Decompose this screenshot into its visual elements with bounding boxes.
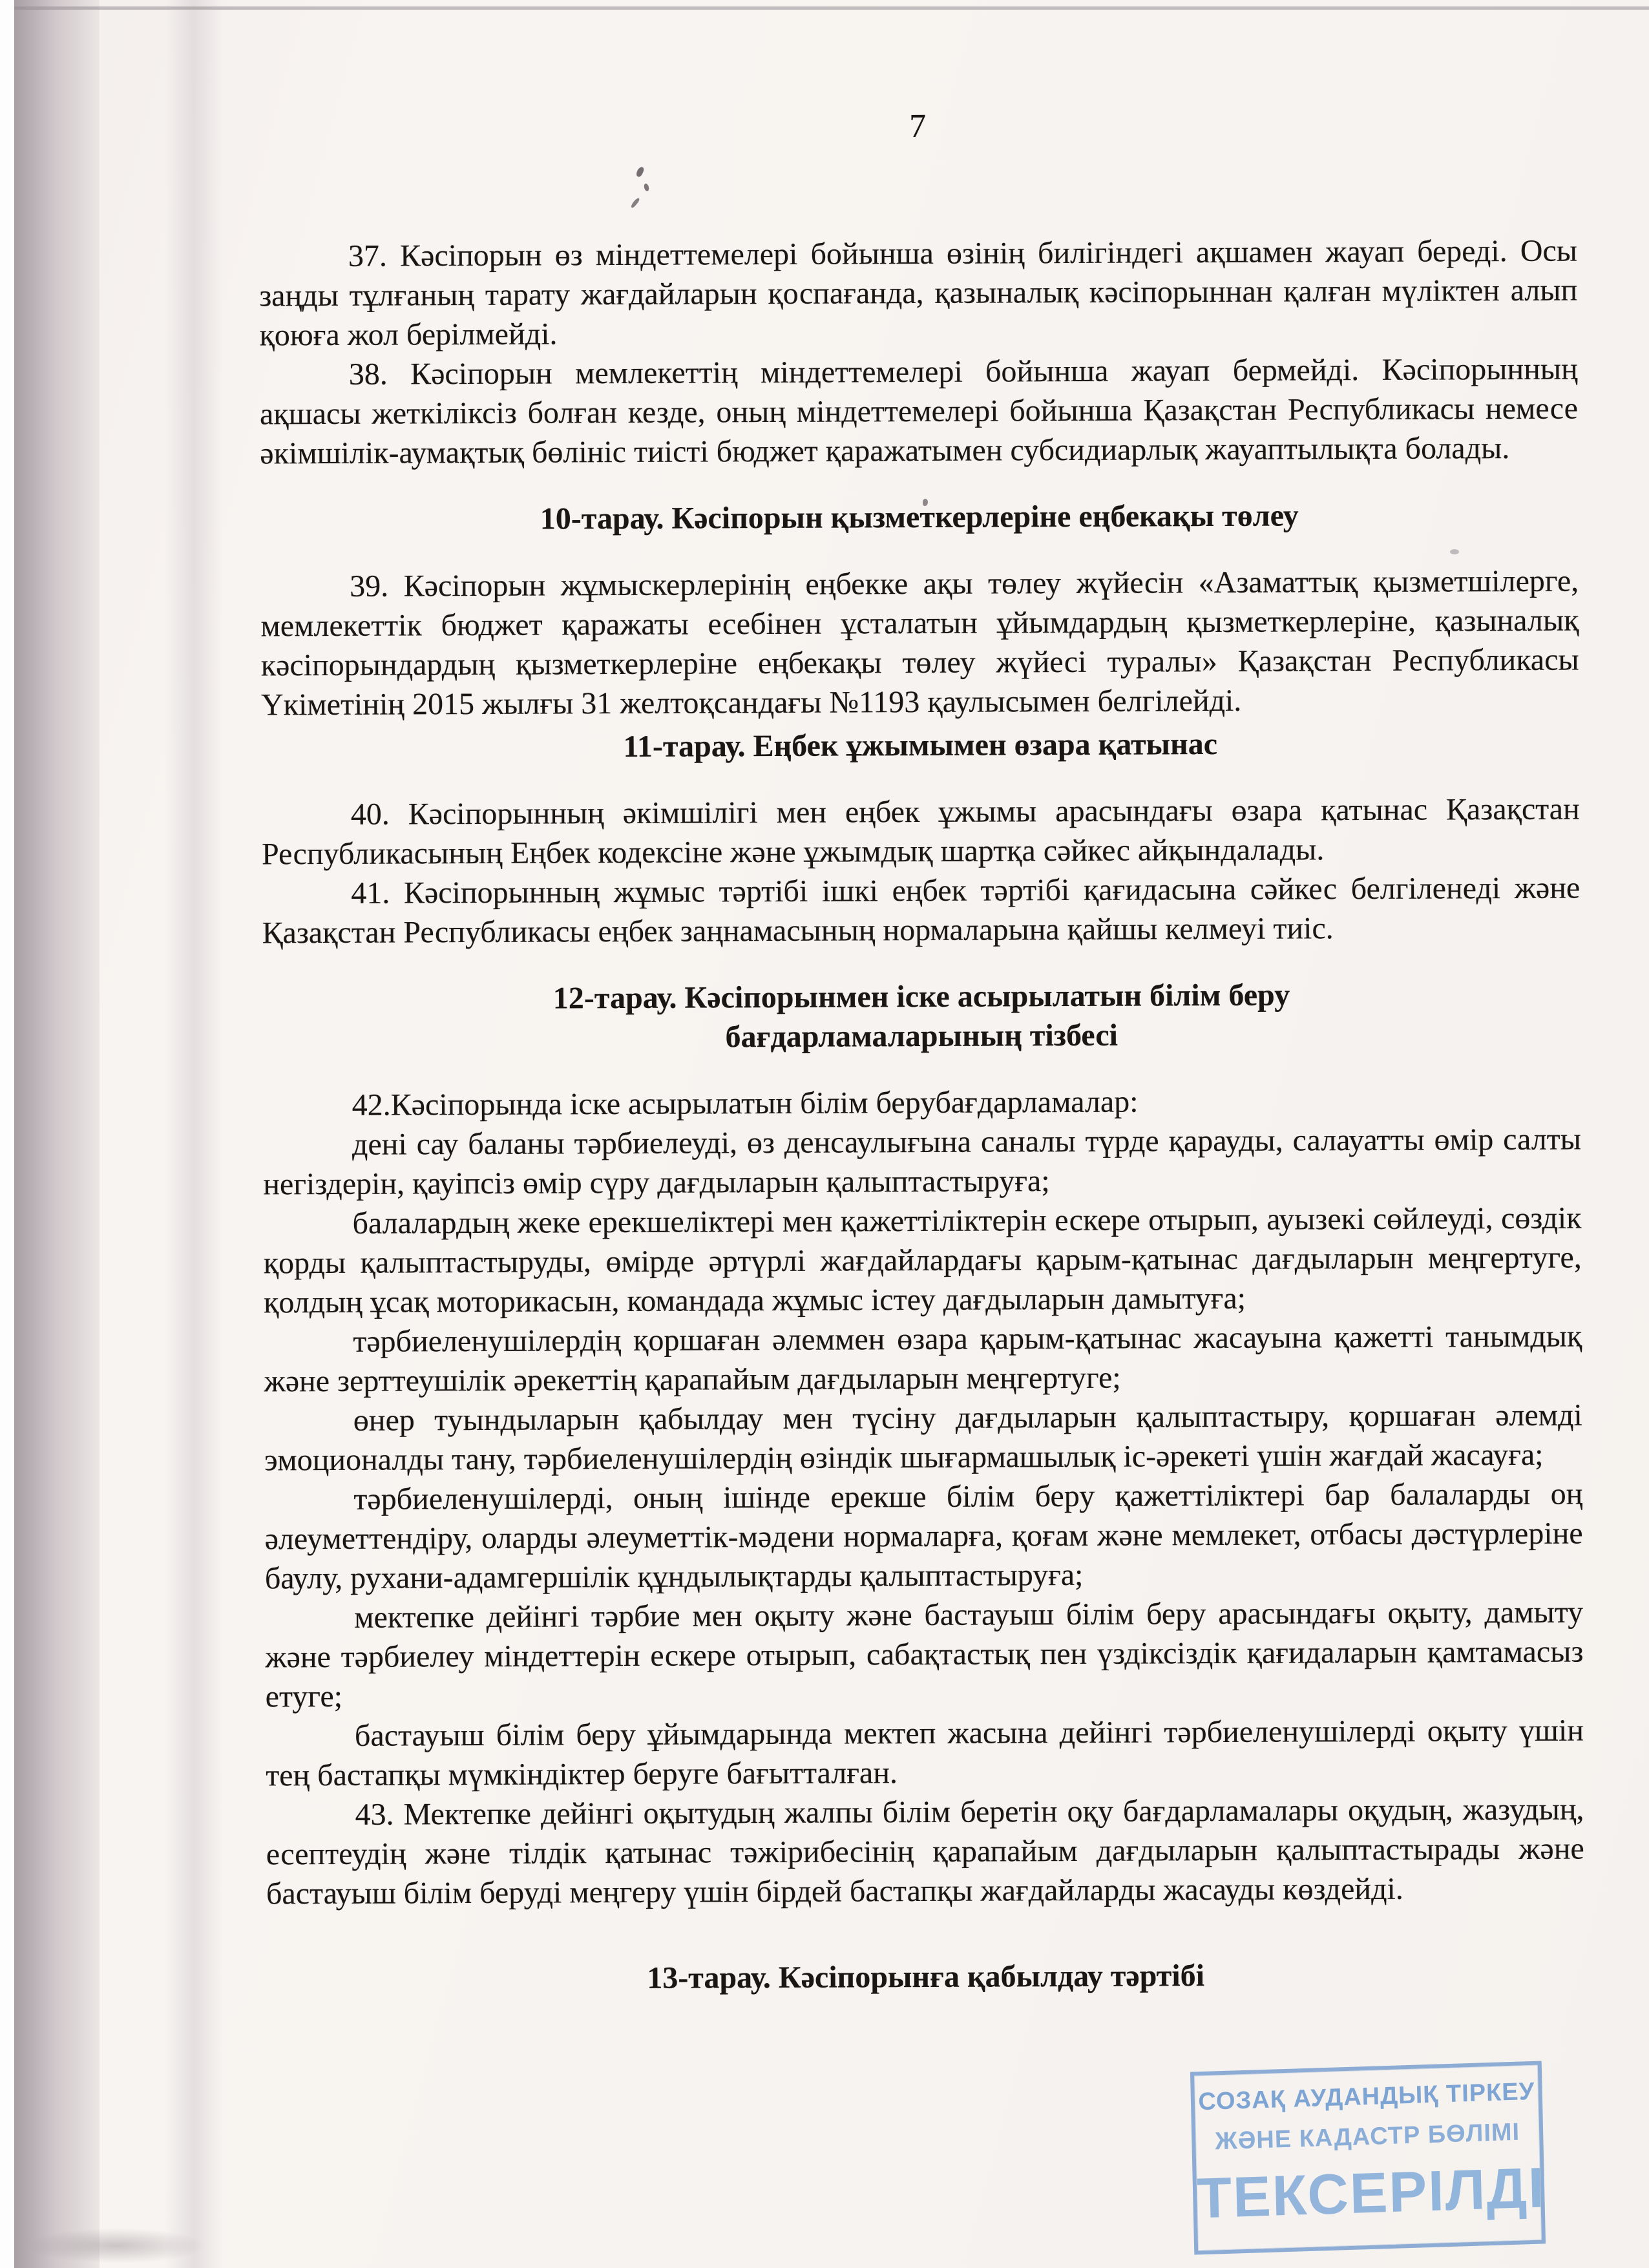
paragraph-42-item-3: тәрбиеленушілердің қоршаған әлеммен өзара қарым-қатынас жасауына қажетті танымдық және зерттеушілік әрекеттің қарапайым дағдыларын меңгертуге; — [264, 1319, 1582, 1399]
chapter-13-heading: 13-тарау. Кәсіпорынға қабылдау тәртібі — [647, 1958, 1205, 1995]
paragraph-43: 43. Мектепке дейінгі оқытудың жалпы білім беретін оқу бағдарламалары оқудың, жазудың, есептеудің және тілдік қатынас тәжірибесінің қарапайым дағдыларын қалыптастырады және бастауыш білім беруді меңгеру үшін бірдей бастапқы жағдайларды жасауды көздейді. — [266, 1792, 1584, 1911]
registration-stamp — [1190, 2061, 1546, 2254]
paragraph-42-item-7: бастауыш білім беру ұйымдарында мектеп жасына дейінгі тәрбиеленушілерді оқыту үшін тең бастапқы мүмкіндіктер беруге бағытталған. — [266, 1713, 1584, 1793]
paragraph-42-item-2: балалардың жеке ерекшеліктері мен қажеттіліктерін ескере отырып, ауызекі сөйлеуді, сөздік қорды қалыптастыруды, өмірде әртүрлі жағдайлардағы қарым-қатынас дағдыларын меңгертуге, қолдың ұсақ моторикасын, командада жұмыс істеу дағдыларын дамытуға; — [263, 1201, 1582, 1320]
scan-edge-shadow — [14, 0, 54, 2268]
chapter-12-heading-line1: 12-тарау. Кәсіпорынмен іске асырылатын білім беру — [552, 978, 1290, 1016]
scan-edge-fade — [54, 0, 100, 2268]
stamp-office-name-line2: ЖӘНЕ КАДАСТР БӨЛІМІ — [1214, 2118, 1520, 2156]
paragraph-42-item-1: дені сау баланы тәрбиелеуді, өз денсаулығына саналы түрде қарауды, салауатты өмір салты негіздерін, қауіпсіз өмір сүру дағдыларын қалыптастыруға; — [263, 1122, 1582, 1202]
paragraph-37: 37. Кәсіпорын өз міндеттемелері бойынша өзінің билігіндегі ақшамен жауап береді. Осы заңды тұлғаның тарату жағдайларын қоспағанда, қазыналық кәсіпорыннан қалған мүліктен алып қоюға жол берілмейді. — [259, 233, 1578, 353]
paragraph-42-intro: 42.Кәсіпорында іске асырылатын білім берубағдарламалар: — [352, 1084, 1139, 1122]
scan-top-edge-line — [14, 6, 1649, 10]
paragraph-42-item-4: өнер туындыларын қабылдау мен түсіну дағдыларын қалыптастыру, қоршаған әлемді эмоционалды тану, тәрбиеленушілердің өзіндік шығармашылық іс-әрекеті үшін жағдай жасауға; — [264, 1398, 1582, 1478]
scan-fold-shadow — [165, 0, 223, 2268]
stamp-office-name-line1: СОЗАҚ АУДАНДЫҚ ТІРКЕУ — [1197, 2077, 1535, 2116]
chapter-12-heading-line2: бағдарламаларының тізбесі — [725, 1018, 1119, 1055]
paragraph-40: 40. Кәсіпорынның әкімшілігі мен еңбек ұжымы арасындағы өзара қатынас Қазақстан Республикасының Еңбек кодексіне және ұжымдық шартқа сәйкес айқындалады. — [261, 792, 1580, 872]
scan-corner-smudge — [26, 2228, 207, 2263]
page-number: 7 — [909, 107, 927, 145]
stamp-verified-text: ТЕКСЕРІЛДІ — [1196, 2155, 1546, 2231]
scan-edge-white-strip — [0, 0, 14, 2268]
chapter-10-heading: 10-тарау. Кәсіпорын қызметкерлеріне еңбекақы төлеу — [540, 498, 1299, 536]
paragraph-38: 38. Кәсіпорын мемлекеттің міндеттемелері бойынша жауап бермейді. Кәсіпорынның ақшасы жеткіліксіз болған кезде, оның міндеттемелері бойынша Қазақстан Республикасы немесе әкімшілік-аумақтық бөлініс тиісті бюджет қаражатымен субсидиарлық жауаптылықта болады. — [259, 352, 1579, 471]
page-content — [258, 106, 1585, 2027]
paragraph-41: 41. Кәсіпорынның жұмыс тәртібі ішкі еңбек тәртібі қағидасына сәйкес белгіленеді және Қазақстан Республикасы еңбек заңнамасының нормаларына қайшы келмеуі тиіс. — [262, 870, 1581, 950]
paragraph-42-item-5: тәрбиеленушілерді, оның ішінде ерекше білім беру қажеттіліктері бар балаларды оң әлеуметтендіру, оларды әлеуметтік-мәдени нормаларға, қоғам және мемлекет, отбасы дәстүрлеріне баулу, рухани-адамгершілік құндылықтарды қалыптастыруға; — [264, 1476, 1583, 1596]
chapter-11-heading: 11-тарау. Еңбек ұжымымен өзара қатынас — [623, 726, 1218, 764]
paragraph-39: 39. Кәсіпорын жұмыскерлерінің еңбекке ақы төлеу жүйесін «Азаматтық қызметшілерге, мемлекеттік бюджет қаражаты есебінен ұсталатын ұйымдардың қызметкерлеріне, қазыналық кәсіпорындардың қызметкерлеріне еңбекақы төлеу жүйесі туралы» Қазақстан Республикасы Үкіметінің 2015 жылғы 31 желтоқсандағы №1193 қаулысымен белгілейді. — [260, 563, 1579, 722]
paragraph-42-item-6: мектепке дейінгі тәрбие мен оқыту және бастауыш білім беру арасындағы оқыту, дамыту және тәрбиелеу міндеттерін ескере отырып, сабақтастық пен үздіксіздік қағидаларын қамтамасыз етуге; — [265, 1595, 1584, 1714]
